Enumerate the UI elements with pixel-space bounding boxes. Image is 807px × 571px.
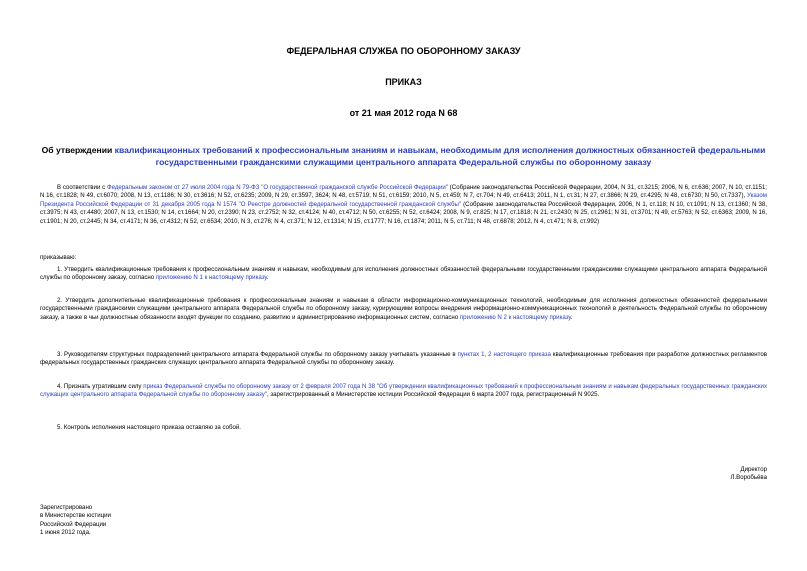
signatory-role: Директор [740, 466, 767, 473]
item-5-text: 5. Контроль исполнения настоящего приказа оставляю за собой. [57, 424, 241, 431]
item-3-text-2: квалификационные требования при разработке должностных регламентов федеральных государственных гражданских служащих центрального аппарата Федеральной службы по оборонному заказу. [40, 351, 767, 367]
agency-name: ФЕДЕРАЛЬНАЯ СЛУЖБА ПО ОБОРОННОМУ ЗАКАЗУ [286, 46, 521, 56]
presidential-decree-link[interactable]: Указом Президента Российской Федерации от 31 декабря 2005 года N 1574 "О Реестре должностей федеральной государственной гражданской службы" [40, 192, 767, 208]
revoked-order-link[interactable]: приказ Федеральной службы по оборонному заказу от 2 февраля 2007 года N 38 "Об утверждении квалификационных требований к профессиональным знаниям и навыкам федеральных государственных гражданских служащих центрального аппарата Федеральной службы по оборонному заказу" [40, 383, 767, 399]
registration-block [40, 504, 111, 538]
item-2-text: 2. Утвердить дополнительные квалификационные требования к профессиональным знаниям и навыкам в области информационно-коммуникационных технологий, необходимым для исполнения должностных обязанностей федеральными государственными гражданскими служащими центрального аппарата Федеральной службы по оборонному заказу, курирующими вопросы внедрения информационно-коммуникационных технологий в деятельность Федеральной службы по оборонному заказу, а также в чьи должностные обязанности входят функции по созданию, развитию и администрированию информационных систем, согласно [40, 297, 767, 321]
item-2 [40, 297, 767, 322]
item-4-text: 4. Признать утратившим силу [57, 383, 144, 390]
item-4 [40, 383, 767, 400]
document-title [40, 144, 767, 168]
items-1-2-link[interactable]: пунктах 1, 2 настоящего приказа [457, 351, 551, 358]
item-3 [40, 351, 767, 368]
item-1-end: . [266, 274, 269, 282]
title-link[interactable]: квалификационных требований к профессиональным знаниям и навыкам, необходимым для исполнения должностных обязанностей федеральными государственными гражданскими служащими центрального аппарата Федеральной службы по оборонному заказу [114, 145, 766, 167]
signatory-name: Л.Воробьёва [730, 474, 767, 482]
item-5 [40, 424, 767, 432]
preamble-text-1: В соответствии с [57, 184, 107, 191]
preamble-text-2: (Собрание законодательства Российской Федерации, 2004, N 31, ст.3215; 2006, N 6, ст.636; 2007, N 10, ст.1151; N 16, ст.1828; N 49, ст.6070; 2008, N 13, ст.1186; N 30, ст.3616; N 52, ст.6235; 2009, N 29, ст.3597, 3624; N 48, ст.5719; N 51, ст.6159; 2010, N 5, ст.459; N 7, ст.704; N 49, ст.6413; 2011, N 1, ст.31; N 27, ст.3866; N 29, ст.4295; N 48, ст.6730; N 50, ст.7337), [40, 184, 768, 200]
order-word: приказываю: [40, 254, 77, 261]
item-3-text: 3. Руководителям структурных подразделений центрального аппарата Федеральной службы по оборонному заказу учитывать указанные в [57, 351, 458, 358]
document-date-number: от 21 мая 2012 года N 68 [349, 108, 458, 118]
appendix-2-link[interactable]: приложению N 2 к настоящему приказу [459, 313, 571, 321]
registration-line-3: Российской Федерации [40, 520, 107, 528]
appendix-1-link[interactable]: приложению N 1 к настоящему приказу [155, 274, 267, 282]
item-4-text-2: , зарегистрированный в Министерстве юстиции Российской Федерации 6 марта 2007 года, регистрационный N 9025. [266, 391, 600, 399]
signature-block [730, 466, 767, 483]
federal-law-link[interactable]: Федеральным законом от 27 июля 2004 года N 79-ФЗ "О государственной гражданской службе Российской Федерации" [106, 184, 448, 191]
registration-line-2: в Министерстве юстиции [40, 512, 111, 520]
title-prefix: Об утверждении [41, 145, 115, 155]
preamble-paragraph [40, 184, 767, 226]
registration-line-4: 1 июня 2012 года, [40, 529, 91, 537]
registration-line-1: Зарегистрировано [40, 504, 93, 511]
item-1 [40, 266, 767, 283]
item-1-text: 1. Утвердить квалификационные требования к профессиональным знаниям и навыкам, необходимым для исполнения должностных обязанностей федеральными государственными гражданскими служащими центрального аппарата Федеральной службы по оборонному заказу, согласно [40, 266, 767, 282]
document-type: ПРИКАЗ [385, 77, 422, 87]
preamble-text-3: (Собрание законодательства Российской Федерации, 2006, N 1, ст.118; N 10, ст.1091; N 13, ст.1360; N 38, ст.3975; N 43, ст.4480; 2007, N 13, ст.1530; N 14, ст.1664; N 20, ст.2390; N 23, ст.2752; N 32, ст.4124; N 40, ст.4712; N 50, ст.6255; N 52, ст.6424; 2008, N 9, ст.825; N 17, ст.1818; N 21, ст.2430; N 25, ст.2961; N 31, ст.3701; N 49, ст.5763; N 52, ст.6363; 2009, N 16, ст.1901; N 20, ст.2445; N 34, ст.4171; N 36, ст.4312; N 52, ст.6534; 2010, N 3, ст.276; N 4, ст.371; N 12, ст.1314; N 15, ст.1777; N 16, ст.1874; 2011, N 5, ст.711; N 48, ст.6878; 2012, N 4, ст.471; N 8, ст.992) [40, 200, 767, 225]
item-2-end: . [570, 313, 573, 321]
